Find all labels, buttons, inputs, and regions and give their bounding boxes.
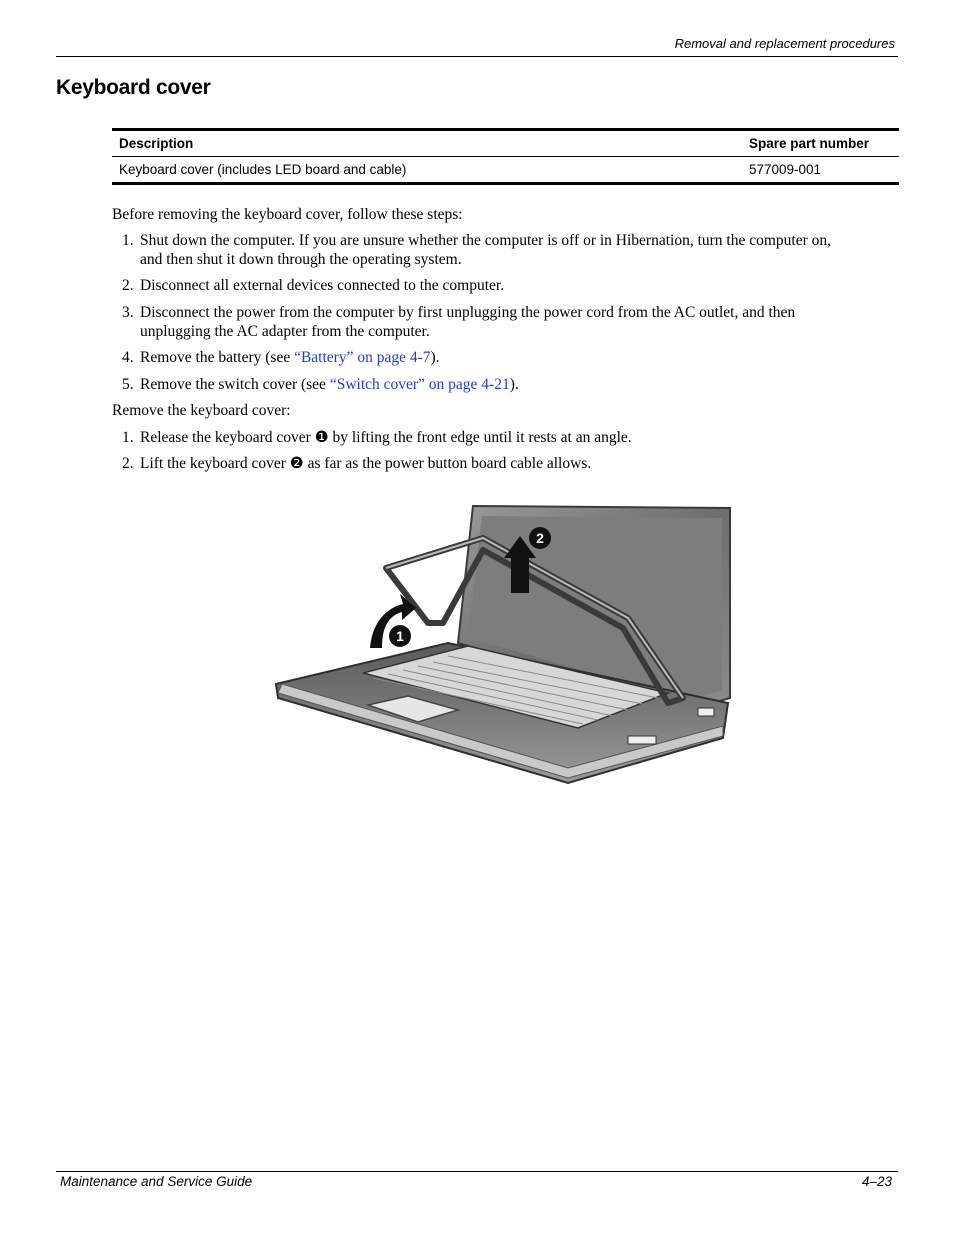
cell-description: Keyboard cover (includes LED board and cable): [112, 157, 742, 184]
remove-step-2-text: [140, 454, 900, 473]
prep-step-3-text: [140, 303, 900, 341]
prep-step-4-pre: Remove the battery (see: [140, 349, 295, 366]
prep-step-5-number: 5.: [122, 376, 134, 393]
prep-step-3-line-2: unplugging the AC adapter from the computer.: [140, 323, 430, 340]
remove-heading: Remove the keyboard cover:: [112, 402, 291, 419]
prep-step-5-pre: Remove the switch cover (see: [140, 376, 330, 393]
table-header-row: [112, 130, 899, 157]
prep-step-4-number: 4.: [122, 349, 134, 366]
remove-step-1-number: 1.: [122, 429, 134, 446]
prep-step-5-text: [140, 375, 900, 394]
callout-2-label: 2: [536, 530, 544, 546]
spare-parts-table: [112, 128, 899, 185]
prep-step-2-text: Disconnect all external devices connected to the computer.: [140, 277, 505, 294]
running-header: Removal and replacement procedures: [674, 36, 895, 51]
prep-step-4-text: [140, 348, 900, 367]
remove-step-1-post: by lifting the front edge until it rests at an angle.: [328, 429, 632, 446]
remove-step-2-number: 2.: [122, 455, 134, 472]
page-title: Keyboard cover: [56, 76, 211, 99]
prep-step-2-number: 2.: [122, 277, 134, 294]
prep-step-3-line-1: Disconnect the power from the computer by first unplugging the power cord from the AC outlet, and then: [140, 304, 796, 321]
footer-page-number: 4–23: [861, 1174, 892, 1189]
column-header-part-number: Spare part number: [742, 130, 899, 157]
callout-2-glyph: ❷: [289, 455, 304, 472]
prep-step-5-post: ).: [509, 376, 519, 393]
switch-cover-link[interactable]: “Switch cover” on page 4-21: [329, 376, 510, 393]
prep-step-4-post: ).: [430, 349, 440, 366]
footer-rule: [56, 1171, 898, 1172]
keyboard-cover-figure: [268, 498, 738, 788]
laptop-illustration: [268, 498, 738, 788]
cell-part-number: 577009-001: [742, 157, 899, 184]
callout-1-label: 1: [396, 628, 404, 644]
header-rule: [56, 56, 898, 57]
footer-guide-title: Maintenance and Service Guide: [60, 1174, 253, 1189]
callout-1-glyph: ❶: [314, 429, 329, 446]
prep-step-1-line-2: and then shut it down through the operating system.: [140, 251, 462, 268]
remove-step-2-pre: Lift the keyboard cover: [140, 455, 290, 472]
prep-step-1-number: 1.: [122, 232, 134, 249]
prep-step-3-number: 3.: [122, 304, 134, 321]
side-port-2: [628, 736, 656, 744]
side-port-1: [698, 708, 714, 716]
remove-step-1-pre: Release the keyboard cover: [140, 429, 315, 446]
prep-step-1-text: [140, 231, 900, 269]
remove-step-1-text: [140, 428, 900, 447]
remove-step-2-post: as far as the power button board cable allows.: [303, 455, 592, 472]
column-header-description: Description: [112, 130, 742, 157]
prep-step-1-line-1: Shut down the computer. If you are unsure whether the computer is off or in Hibernation, turn the computer on,: [140, 232, 832, 249]
callout-2-badge: [529, 527, 551, 549]
intro-paragraph: Before removing the keyboard cover, follow these steps:: [112, 206, 463, 223]
battery-link[interactable]: “Battery” on page 4-7: [294, 349, 431, 366]
callout-1-badge: [389, 625, 411, 647]
table-row: [112, 157, 899, 184]
